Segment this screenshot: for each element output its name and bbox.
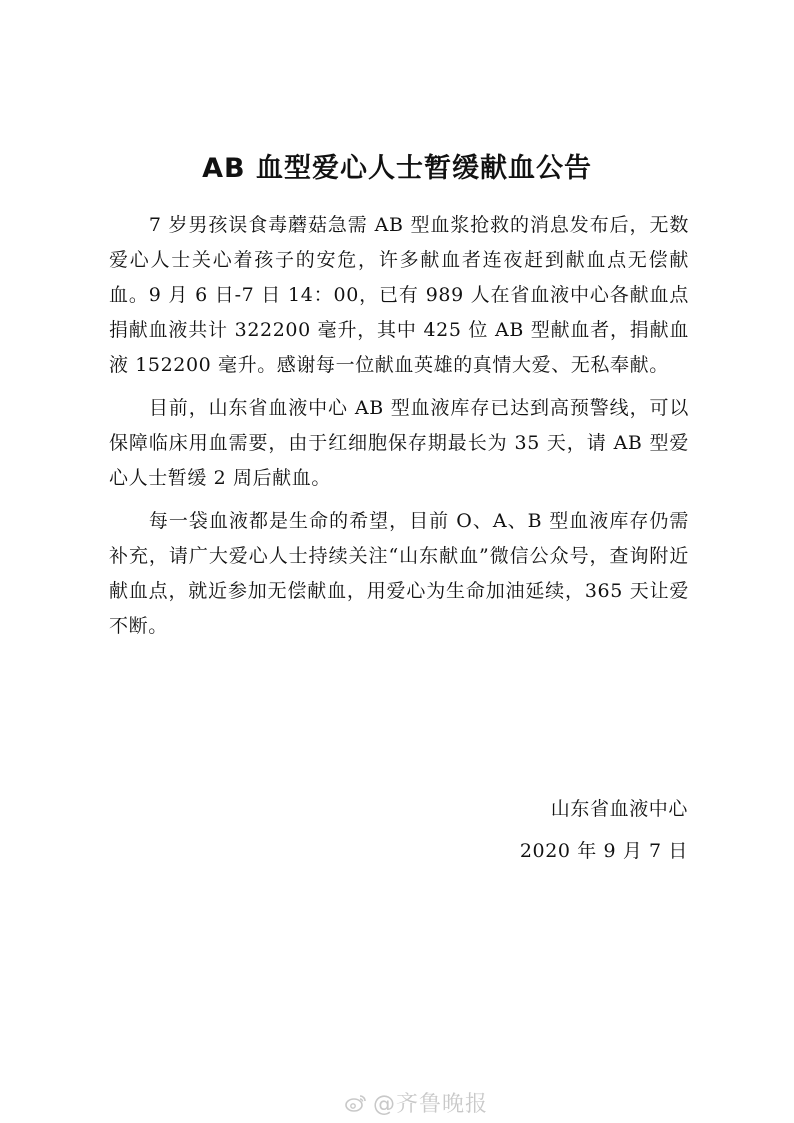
watermark-text: @齐鲁晚报 xyxy=(373,1092,489,1117)
signature-organization: 山东省血液中心 xyxy=(550,798,688,820)
announcement-body xyxy=(109,208,689,652)
watermark xyxy=(345,1087,488,1118)
paragraph-1: 7 岁男孩误食毒蘑菇急需 AB 型血浆抢救的消息发布后，无数爱心人士关心着孩子的安危，许多献血者连夜赶到献血点无偿献血。9 月 6 日-7 日 14：00，已有 989 人在省血液中心各献血点捐献血液共计 322200 毫升，其中 425 位 AB 型献血者，捐献血液 152200 毫升。感谢每一位献血英雄的真情大爱、无私奉献。 xyxy=(109,214,689,376)
weibo-icon xyxy=(345,1094,367,1112)
paragraph-3: 每一袋血液都是生命的希望，目前 O、A、B 型血液库存仍需补充，请广大爱心人士持续关注“山东献血”微信公众号，查询附近献血点，就近参加无偿献血，用爱心为生命加油延续，365 天让爱不断。 xyxy=(109,510,689,637)
page-title: AB 血型爱心人士暂缓献血公告 xyxy=(202,153,592,184)
paragraph-2: 目前，山东省血液中心 AB 型血液库存已达到高预警线，可以保障临床用血需要，由于红细胞保存期最长为 35 天，请 AB 型爱心人士暂缓 2 周后献血。 xyxy=(109,397,689,489)
signature-date: 2020 年 9 月 7 日 xyxy=(519,840,688,862)
signature-block xyxy=(520,788,688,872)
